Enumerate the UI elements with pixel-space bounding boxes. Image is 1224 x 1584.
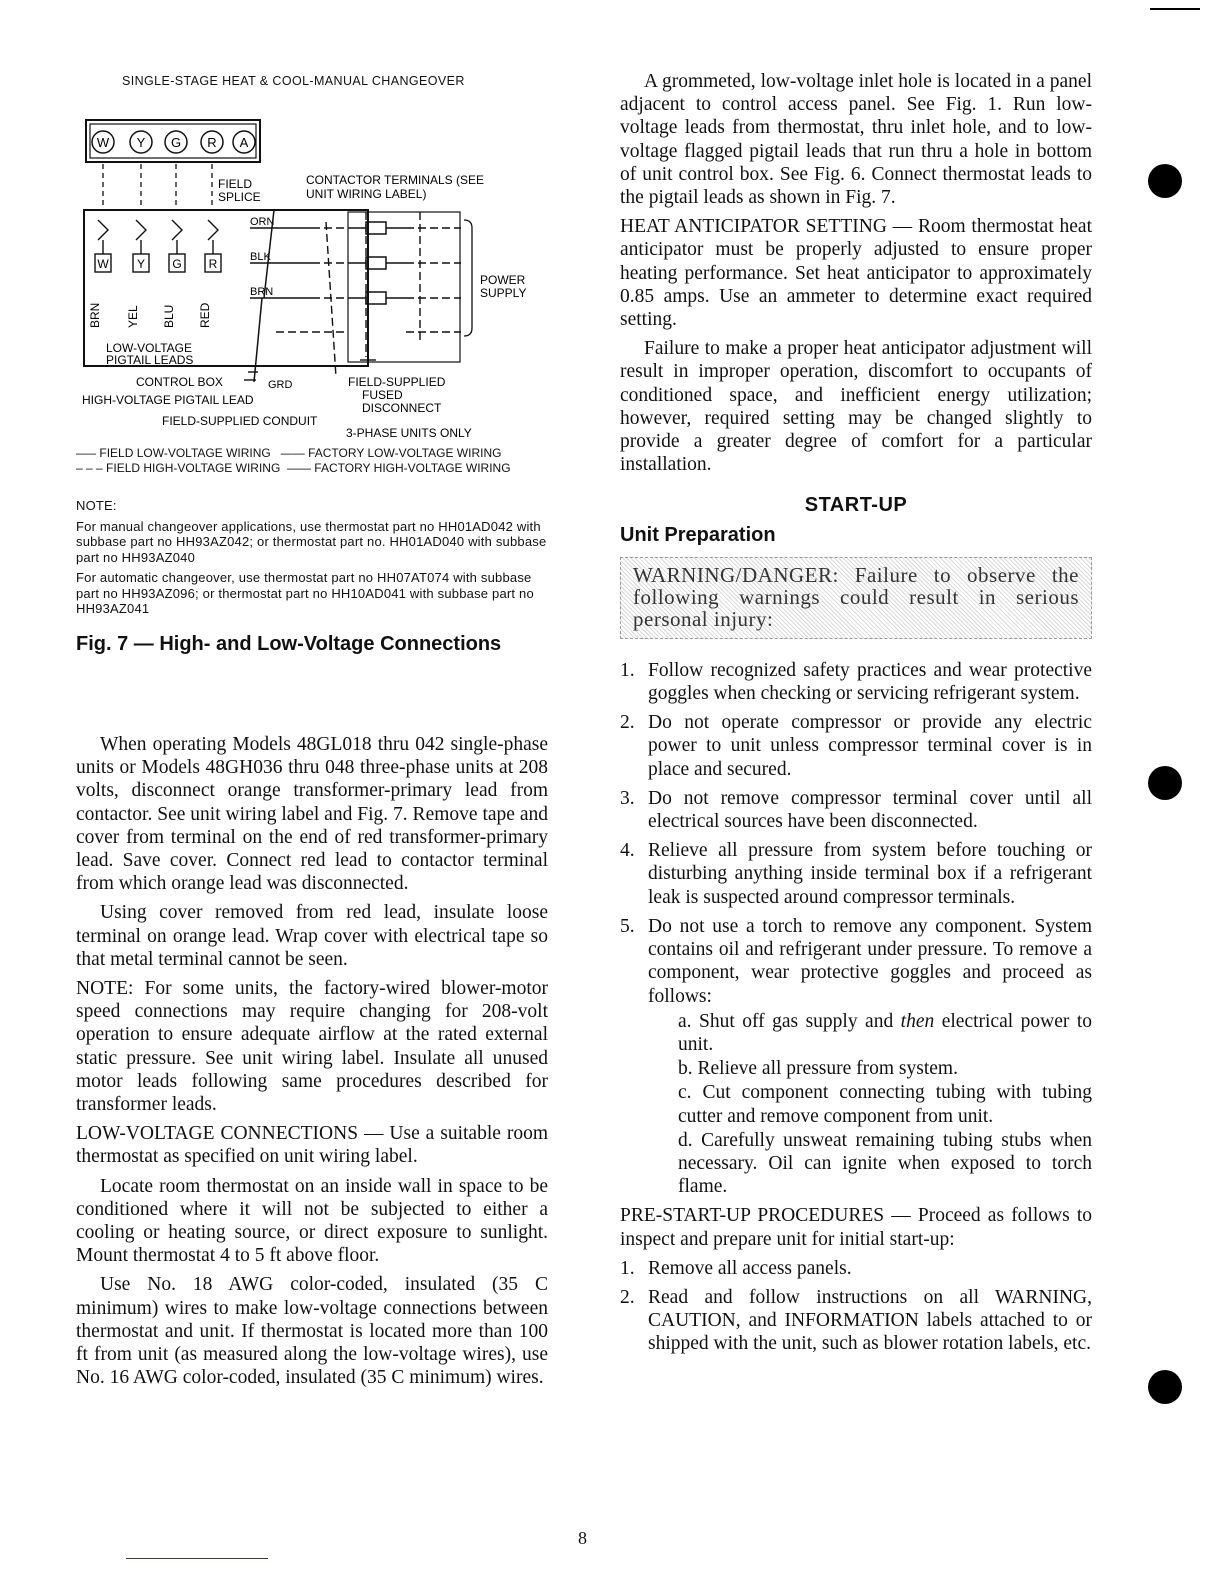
sub-list-letter: c. [678,1082,692,1104]
list-number: 2. [620,1286,635,1308]
power-brace [464,220,472,336]
page-number: 8 [578,1528,587,1548]
pigtail-letter: R [208,257,218,271]
figure-caption: Fig. 7 — High- and Low-Voltage Connections [76,632,502,655]
warning-box: WARNING/DANGER: Failure to observe the following warnings could result in serious personal injury: [620,557,1092,639]
safety-list [620,659,1092,1198]
contactors [348,222,406,304]
legend-field-lv: FIELD LOW-VOLTAGE WIRING [99,446,271,460]
pigtail-colors [88,302,212,328]
list-number: 5. [620,915,635,937]
pigtail-color: BLU [162,304,176,328]
disconnect-box [348,212,460,362]
list-item [620,1257,1092,1280]
three-phase-label: 3-PHASE UNITS ONLY [346,426,472,440]
control-box-label: CONTROL BOX [136,375,223,389]
sub-list-text-after: electrical power to unit. [678,1010,1092,1055]
power-label: POWER [480,273,526,287]
orn-label: ORN [250,216,275,228]
list-text: Remove all access panels. [648,1257,852,1279]
hv-pigtail-label: HIGH-VOLTAGE PIGTAIL LEAD [82,393,254,407]
pigtail-color: RED [198,302,212,328]
fused-label-1: FIELD-SUPPLIED [348,375,446,389]
blk-label: BLK [250,251,271,263]
binder-hole-mark [1148,1370,1182,1404]
pigtail-flags [95,254,221,272]
terminal-label: W [96,135,110,150]
subsection-unit-preparation: Unit Preparation [620,523,776,546]
left-column [76,70,550,656]
list-item [620,787,1092,833]
sub-list-item [648,1081,1092,1127]
thermostat-terminals [92,131,255,153]
paragraph-locate-thermostat: Locate room thermostat on an inside wall in space to be conditioned where it will not be subjected to either a cooling or heating source, or direct exposure to sunlight. Mount thermostat 4 to 5 ft above floor. [76,1175,548,1267]
figure-note [76,498,550,617]
sub-list-item [648,1057,1092,1080]
note-paragraph-2: For automatic changeover, use thermostat part no HH07AT074 with subbase part no HH93AZ096; or thermostat part no HH10AD041 with subbase part no HH93AZ041 [76,570,534,616]
sub-list-text: Cut component connecting tubing with tubing cutter and remove component from unit. [678,1082,1093,1127]
top-rule [1150,8,1200,10]
diagram-legend [76,446,550,476]
pigtail-color: YEL [126,305,140,328]
list-number: 4. [620,840,635,862]
list-item [620,659,1092,705]
low-voltage-label-2: PIGTAIL LEADS [106,353,194,367]
paragraph-grommeted-inlet: A grommeted, low-voltage inlet hole is located in a panel adjacent to control access panel. See Fig. 1. Run low-voltage leads from thermostat, thru inlet hole, and to low-voltage flagged pigtail leads that run thru a hole in bottom of unit control box. See Fig. 6. Connect thermostat leads to the pigtail leads as shown in Fig. 7. [620,71,1092,209]
terminal-label: Y [136,135,146,150]
section-heading-start-up: START-UP [804,494,908,517]
wiring-diagram [76,92,550,442]
paragraph-pre-start-up: PRE-START-UP PROCEDURES — Proceed as follows to inspect and prepare unit for initial start-up: [620,1205,1092,1250]
list-text: Follow recognized safety practices and wear protective goggles when checking or servicing refrigerant system. [648,659,1092,705]
bottom-rule [126,1558,268,1559]
sub-list-item [648,1129,1092,1199]
legend-row-2 [76,461,550,476]
paragraph-208-volt: When operating Models 48GL018 thru 042 single-phase units or Models 48GH036 thru 048 three-phase units at 208 volts, disconnect orange transformer-primary lead from contactor. See unit wiring label and Fig. 7. Remove tape and cover from terminal on the end of red transformer-primary lead. Save cover. Connect red lead to contactor terminal from which orange lead was disconnected. [76,734,548,895]
field-splice-label-2: SPLICE [218,190,261,204]
paragraph-awg-wires: Use No. 18 AWG color-coded, insulated (35 C minimum) wires to make low-voltage connections between thermostat and unit. If thermostat is located more than 100 ft from unit (as measured along the low-voltage wires), use No. 16 AWG color-coded, insulated (35 C minimum) wires. [76,1274,548,1389]
list-text: Do not operate compressor or provide any electric power to unit unless compressor terminal cover is in place and secured. [648,712,1092,780]
legend-field-hv: FIELD HIGH-VOLTAGE WIRING [106,461,281,475]
low-voltage-label: LOW-VOLTAGE [106,341,193,355]
legend-factory-hv: FACTORY HIGH-VOLTAGE WIRING [314,461,511,475]
supply-label: SUPPLY [480,286,527,300]
terminal-label: R [207,135,217,150]
sub-list-letter: d. [678,1129,693,1151]
terminal-label: G [170,135,182,150]
terminal-label: A [239,135,249,150]
field-low-voltage-wires [103,164,212,210]
list-text: Read and follow instructions on all WARNING, CAUTION, and INFORMATION labels attached to or shipped with the unit, such as blower rotation labels, etc. [648,1286,1092,1355]
sub-list [648,1010,1092,1199]
left-body-text [76,733,548,1395]
pigtail-letter: W [97,257,109,271]
grd-label: GRD [268,379,293,391]
sub-list-emphasis: then [900,1010,935,1032]
sub-list-letter: b. [678,1058,693,1080]
fused-label-2: FUSED [362,388,403,402]
list-item [620,1286,1092,1356]
list-text: Do not use a torch to remove any component. System contains oil and refrigerant under pressure. To remove a component, wear protective goggles and proceed as follows: [648,915,1092,1007]
list-number: 2. [620,712,635,734]
field-splice-label: FIELD [218,177,253,191]
splice-symbols [98,220,218,240]
legend-row-1 [76,446,550,461]
paragraph-insulate: Using cover removed from red lead, insulate loose terminal on orange lead. Wrap cover with electrical tape so that metal terminal cannot be seen. [76,902,548,970]
contactor-label: CONTACTOR TERMINALS (SEE [306,173,485,187]
right-column [620,70,1092,1362]
fused-label-3: DISCONNECT [362,401,442,415]
list-number: 1. [620,659,635,681]
note-paragraph-1: For manual changeover applications, use thermostat part no HH01AD042 with subbase part no HH93AZ042; or thermostat part no. HH01AD040 with subbase part no HH93AZ040 [76,518,547,565]
list-number: 1. [620,1257,635,1279]
list-item [620,915,1092,1198]
pre-start-up-list [620,1257,1092,1356]
pigtail-leads [103,240,213,254]
legend-solid-thin: —— [280,446,305,460]
list-text: Relieve all pressure from system before touching or disturbing anything inside terminal box if a refrigerant leak is suspected around compressor terminals. [648,840,1092,908]
pigtail-letter: Y [136,257,146,271]
legend-dashed-thick: – – – [76,461,103,475]
legend-factory-lv: FACTORY LOW-VOLTAGE WIRING [308,446,502,460]
note-label: NOTE: [76,498,117,513]
legend-solid-thick: —— [286,461,311,475]
sub-list-item [648,1010,1092,1056]
pigtail-color: BRN [88,302,102,328]
sub-list-letter: a. [678,1010,692,1032]
conduit-label: FIELD-SUPPLIED CONDUIT [162,414,318,428]
binder-hole-mark [1148,164,1182,198]
list-item [620,839,1092,909]
figure-title: SINGLE-STAGE HEAT & COOL-MANUAL CHANGEOVER [122,74,465,88]
paragraph-low-voltage-connections: LOW-VOLTAGE CONNECTIONS — Use a suitable room thermostat as specified on unit wiring label. [76,1123,548,1168]
contactor-label-2: UNIT WIRING LABEL) [306,187,427,201]
paragraph-heat-anticipator: HEAT ANTICIPATOR SETTING — Room thermostat heat anticipator must be properly adjusted to ensure proper heating performance. Set heat anticipator to approximately 0.85 amps. Use an ammeter to determine exact required setting. [620,216,1092,331]
brn-label: BRN [250,286,274,298]
list-number: 3. [620,787,635,809]
pigtail-letter: G [172,257,182,271]
list-text: Do not remove compressor terminal cover until all electrical sources have been disconnected. [648,787,1092,833]
sub-list-text: Shut off gas supply and [699,1010,901,1032]
paragraph-note-blower: NOTE: For some units, the factory-wired blower-motor speed connections may require changing for 208-volt operation to ensure adequate airflow at the rated external static pressure. See unit wiring label. Insulate all unused motor leads following same procedures described for transformer leads. [76,978,548,1116]
paragraph-failure-adjustment: Failure to make a proper heat anticipator adjustment will result in improper operation, discomfort to occupants of conditioned space, and inefficient energy utilization; however, required setting may be changed slightly to provide a greater degree of comfort for a particular installation. [620,338,1092,476]
binder-hole-mark [1148,766,1182,800]
sub-list-text: Relieve all pressure from system. [697,1058,958,1080]
sub-list-text: Carefully unsweat remaining tubing stubs when necessary. Oil can ignite when exposed to torch flame. [678,1129,1092,1198]
legend-dashed-thin: ––– [76,446,97,460]
list-item [620,711,1092,781]
